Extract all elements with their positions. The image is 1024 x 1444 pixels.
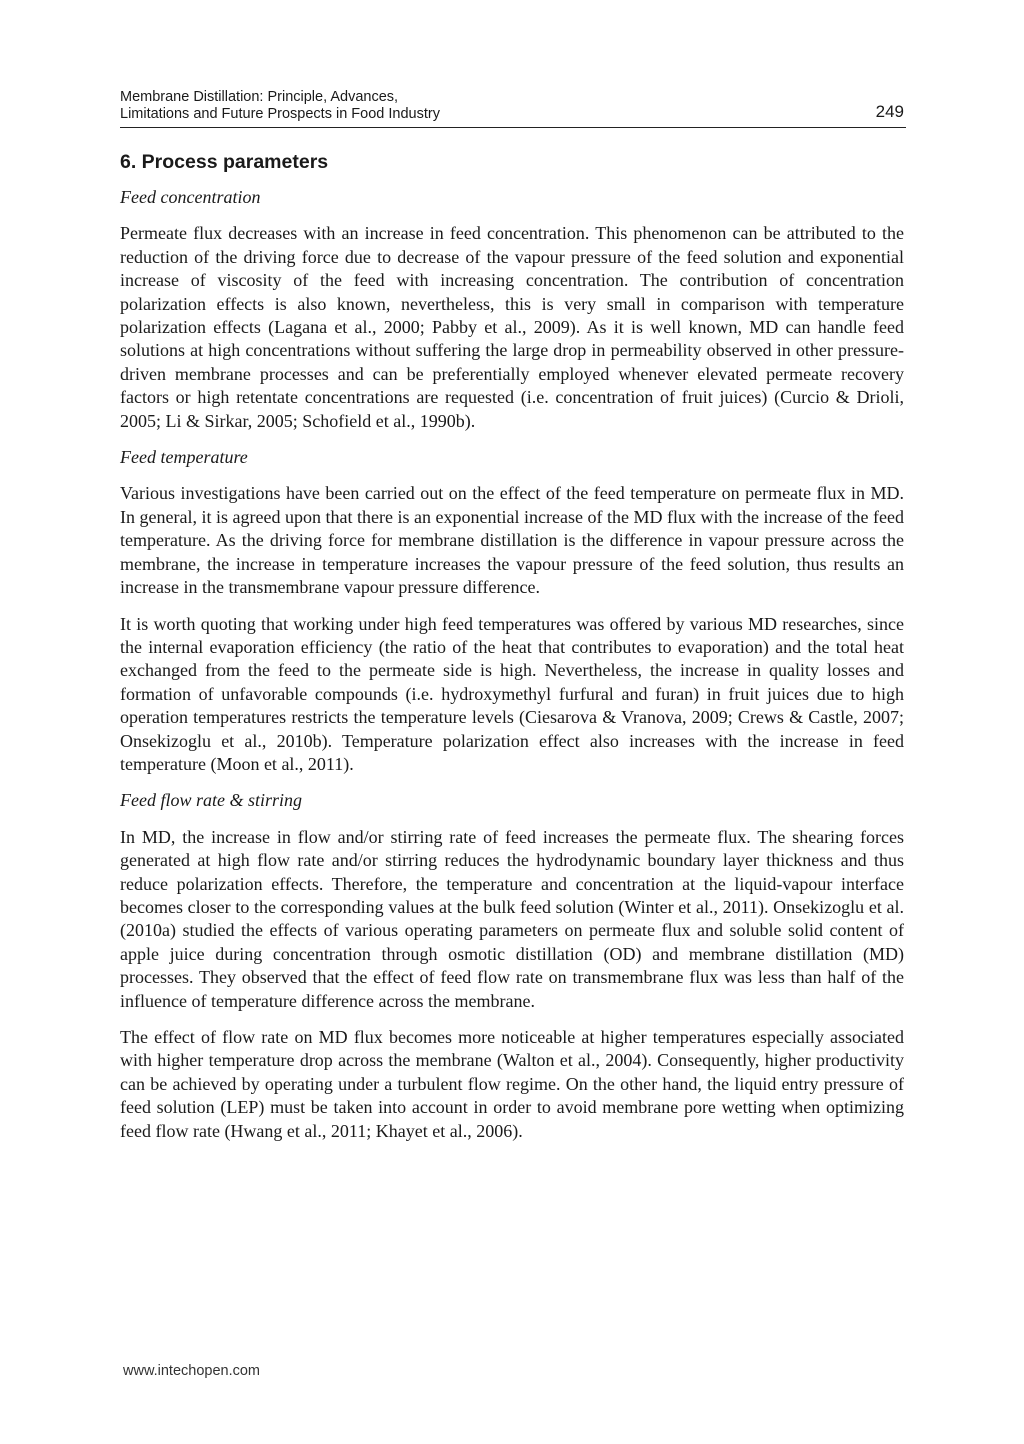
- footer-url[interactable]: www.intechopen.com: [123, 1363, 261, 1379]
- subheading-feed-flow: Feed flow rate & stirring: [120, 790, 302, 811]
- paragraph-feed-flow-2: The effect of flow rate on MD flux becomes more noticeable at higher temperatures especially associated with higher temperature drop across the membrane (Walton et al., 2004). Consequently, higher productivity can be achieved by operating under a turbulent flow regime. On the other hand, the liquid entry pressure of feed solution (LEP) must be taken into account in order to avoid membrane pore wetting when optimizing feed flow rate (Hwang et al., 2011; Khayet et al., 2006).: [120, 1027, 904, 1141]
- running-title-line-1: Membrane Distillation: Principle, Advances,: [120, 89, 399, 105]
- paragraph-feed-concentration: Permeate flux decreases with an increase in feed concentration. This phenomenon can be attributed to the reduction of the driving force due to decrease of the vapour pressure of the feed solution and exponential increase of viscosity of the feed with increasing concentration. The contribution of concentration polarization effects is also known, nevertheless, this is very small in comparison with temperature polarization effects (Lagana et al., 2000; Pabby et al., 2009). As it is well known, MD can handle feed solutions at high concentrations without suffering the large drop in permeability observed in other pressure-driven membrane processes and can be preferentially employed whenever elevated permeate recovery factors or high retentate concentrations are requested (i.e. concentration of fruit juices) (Curcio & Drioli, 2005; Li & Sirkar, 2005; Schofield et al., 1990b).: [120, 223, 904, 431]
- body-content: [120, 186, 904, 1156]
- section-heading: 6. Process parameters: [120, 151, 329, 173]
- page-number: 249: [875, 102, 904, 121]
- subheading-feed-temperature: Feed temperature: [120, 447, 248, 468]
- subheading-feed-concentration: Feed concentration: [120, 187, 261, 207]
- running-title: [120, 89, 440, 123]
- running-title-line-2: Limitations and Future Prospects in Food Industry: [120, 106, 440, 122]
- paragraph-feed-temperature-2: It is worth quoting that working under high feed temperatures was offered by various MD researches, since the internal evaporation efficiency (the ratio of the heat that contributes to evaporation) and the total heat exchanged from the feed to the permeate side is high. Nevertheless, the increase in quality losses and formation of unfavorable compounds (i.e. hydroxymethyl furfural and furan) in fruit juices due to high operation temperatures restricts the temperature levels (Ciesarova & Vranova, 2009; Crews & Castle, 2007; Onsekizoglu et al., 2010b). Temperature polarization effect also increases with the increase in feed temperature (Moon et al., 2011).: [120, 613, 904, 774]
- running-header: [120, 89, 906, 128]
- paragraph-feed-temperature-1: Various investigations have been carried out on the effect of the feed temperature on permeate flux in MD. In general, it is agreed upon that there is an exponential increase of the MD flux with the increase of the feed temperature. As the driving force for membrane distillation is the difference in vapour pressure across the membrane, the increase in temperature increases the vapour pressure of the feed solution, thus results an increase in the transmembrane vapour pressure difference.: [120, 483, 904, 598]
- paragraph-feed-flow-1: In MD, the increase in flow and/or stirring rate of feed increases the permeate flux. The shearing forces generated at high flow rate and/or stirring reduces the hydrodynamic boundary layer thickness and thus reduce polarization effects. Therefore, the temperature and concentration at the liquid-vapour interface becomes closer to the corresponding values at the bulk feed solution (Winter et al., 2011). Onsekizoglu et al. (2010a) studied the effects of various operating parameters on permeate flux and soluble solid content of apple juice during concentration through osmotic distillation (OD) and membrane distillation (MD) processes. They observed that the effect of feed flow rate on transmembrane flux was less than half of the influence of temperature difference across the membrane.: [120, 826, 904, 1011]
